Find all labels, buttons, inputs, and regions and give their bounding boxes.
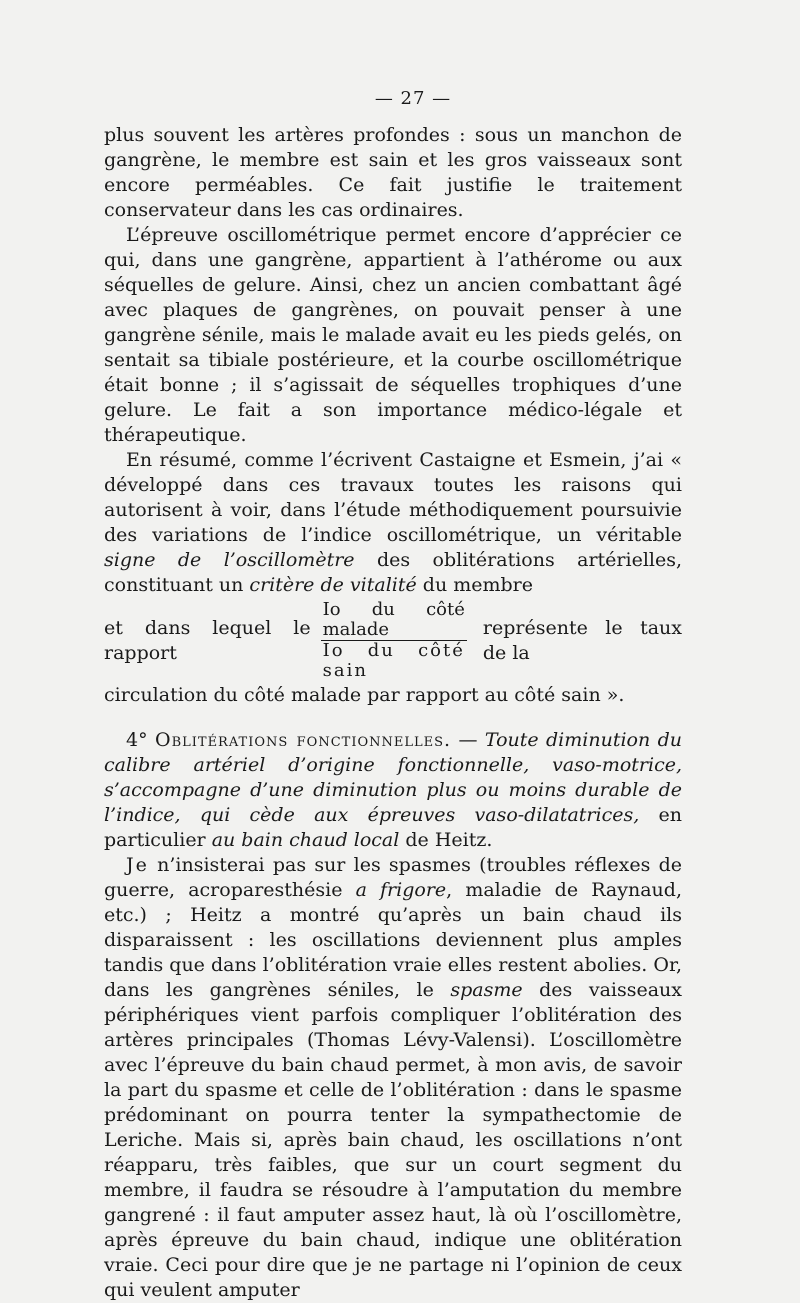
paragraph-2: L’épreuve oscillométrique permet encore d’apprécier ce qui, dans une gangrène, appartient à l’athérome ou aux séquelles de gelure. Ainsi, chez un ancien combattant âgé avec plaques de gangrènes, on pouvait penser à une gangrène sénile, mais le malade avait eu les pieds gelés, on sentait sa tibiale postérieure, et la courbe oscillométrique était bonne ; il s’agissait de séquelles trophiques d’une gelure. Le fait a son importance médico-légale et thérapeutique. (104, 224, 682, 446)
section-4-number: 4° (126, 729, 148, 751)
section-4-dash: — (451, 729, 485, 751)
p3-text-1: En résumé, comme l’écrivent Castaigne et Esmein, j’ai « développé dans ces travaux toutes les raisons qui autorisent à voir, dans l’étude méthodiquement poursuivie des variations de l’indice oscillométrique, un véritable (104, 449, 682, 546)
fraction-denominator: Io du côté sain (322, 640, 465, 681)
p3-text-3: du membre (422, 574, 533, 596)
section-4-end: de Heitz. (399, 829, 493, 851)
fraction-numerator: Io du côté malade (322, 599, 465, 640)
paragraph-1: plus souvent les artères profondes : sous un manchon de gangrène, le membre est sain et les gros vaisseaux sont encore perméables. Ce fait justifie le traitement conservateur dans les cas ordinaires. (104, 124, 682, 221)
section-4-title: Oblitérations fonctionnelles. (155, 729, 452, 751)
paragraph-3 (104, 448, 682, 598)
fraction-prefix: et dans lequel le rapport (104, 616, 311, 664)
p5-text-a: n’insisterai pas sur les spasmes (troubles réflexes de guerre, acroparesthésie (104, 854, 682, 901)
paragraph-3-end: circulation du côté malade par rapport au côté sain ». (104, 684, 625, 706)
p5-text-c: des vaisseaux périphériques vient parfois compliquer l’oblitération des artères principales (Thomas Lévy-Valensi). L’oscillomètre avec l’épreuve du bain chaud permet, à mon avis, de savoir la part du spasme et celle de l’oblitération : dans le spasme prédominant on pourra tenter la sympathectomie de Leriche. Mais si, après bain chaud, les oscillations n’ont réapparu, très faibles, que sur un court segment du membre, il faudra se résoudre à l’amputation du membre gangrené : il faut amputer assez haut, là où l’oscillomètre, après épreuve du bain chaud, indique une oblitération vraie. Ceci pour dire que je ne partage ni l’opinion de ceux qui veulent amputer (104, 979, 682, 1301)
p5-text-b: , maladie de Raynaud, etc.) ; Heitz a montré qu’après un bain chaud ils disparaissent : les oscillations deviennent plus amples tandis que dans l’oblitération vraie elles restent abolies. Or, dans les gangrènes séniles, le (104, 879, 682, 1001)
p3-emphasis-1: signe de l’oscillomètre (104, 549, 355, 571)
section-4 (104, 728, 682, 853)
section-4-text: en particulier (104, 804, 682, 851)
section-4-emphasis-2: au bain chaud local (211, 829, 400, 851)
p5-spasme: spasme (450, 979, 523, 1001)
ratio-fraction (321, 600, 467, 681)
p5-je: Je (126, 854, 149, 876)
page-number: — 27 — (374, 88, 452, 109)
p3-emphasis-2: critère de vitalité (249, 574, 417, 596)
fraction-line (104, 600, 682, 681)
paragraph-5 (104, 853, 682, 1303)
section-4-emphasis-1: Toute diminution du calibre artériel d’origine fonctionnelle, vaso-motrice, s’accompagne d’une diminution plus ou moins durable de l’indice, qui cède aux épreuves vaso-dilatatrices, (104, 729, 683, 826)
p5-a-frigore: a frigore (355, 879, 447, 901)
p3-text-2: des oblitérations artérielles, constituant un (104, 549, 683, 596)
fraction-suffix: représente le taux de la (482, 616, 682, 664)
